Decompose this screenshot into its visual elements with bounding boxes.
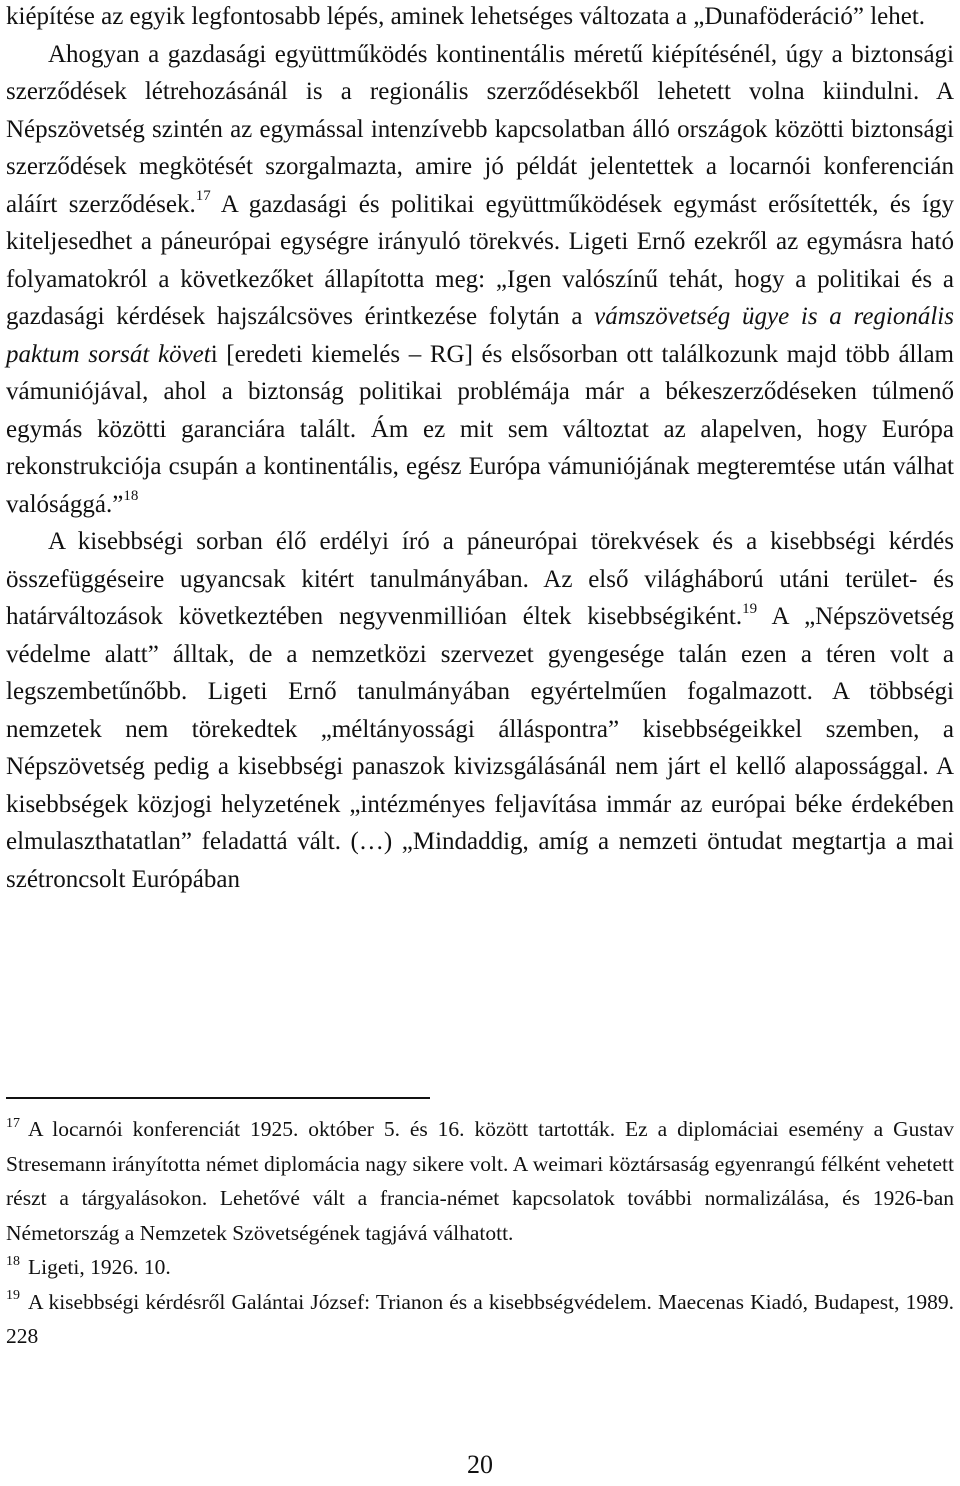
- footnote-18: [6, 1250, 954, 1285]
- footnote-19: [6, 1285, 954, 1354]
- footnotes: [6, 1112, 954, 1354]
- document-page: [6, 0, 954, 898]
- body-text: [6, 0, 954, 898]
- footnote-number: 19: [6, 1288, 20, 1304]
- page-number: 20: [467, 1450, 493, 1479]
- paragraph-2-text-b: A gazdasági és politikai együttműködések egymást erősítették, és így kiteljesedhet a páneurópai egységre irányuló törekvés. Ligeti Ernő ezekről az egymásra ható folyamatokról a következőket állapította meg: „Igen valószínű tehát, hogy a politikai és a gazdasági kérdések hajszálcsöves érintkezése folytán a: [6, 190, 954, 330]
- paragraph-1: [6, 0, 954, 36]
- paragraph-3-text-a: A kisebbségi sorban élő erdélyi író a páneurópai törekvések és a kisebbségi kérdés összefüggéseire ugyancsak kitért tanulmányában. Az első világháború utáni terület- és határváltozások következtében negyvenmillióan éltek kisebbségiként.: [6, 528, 954, 630]
- footnote-text: A kisebbségi kérdésről Galántai József: Trianon és a kisebbségvédelem. Maecenas Kiadó, Budapest, 1989. 228: [6, 1289, 954, 1348]
- footnote-number: 18: [6, 1253, 20, 1269]
- footnote-17: [6, 1112, 954, 1250]
- paragraph-3-text-b: A „Népszövetség védelme alatt” álltak, de a nemzetközi szervezet gyengesége talán ezen a téren volt a legszembetűnőbb. Ligeti Ernő tanulmányában egyértelműen fogalmazott. A többségi nemzetek nem törekedtek „méltányossági álláspontra” kisebbségeikkel szemben, a Népszövetség pedig a kisebbségi panaszok kivizsgálásánál nem járt el kellő alapossággal. A kisebbségek közjogi helyzetének „intézményes feljavítása immár az európai béke érdekében elmulaszthatatlan” feladattá vált. (…) „Mindaddig, amíg a nemzeti öntudat megtartja a mai szétroncsolt Európában: [6, 603, 955, 893]
- paragraph-1-text: kiépítése az egyik legfontosabb lépés, aminek lehetséges változata a „Dunaföderáció” lehet.: [6, 3, 926, 30]
- footnote-ref-19[interactable]: 19: [742, 600, 758, 617]
- paragraph-2-text-c: i [eredeti kiemelés – RG] és elsősorban ott találkozunk majd több állam vámuniójával, ahol a biztonság politikai problémája már a békeszerződéseken túlmenő egymás közötti garanciára talált. Ám ez mit sem változtat az alapelven, hogy Európa rekonstrukciója csupán a kontinentális, egész Európa vámuniójának megteremtése után válhat valósággá.”: [6, 340, 954, 518]
- footnote-number: 17: [6, 1115, 20, 1131]
- footnote-separator: [6, 1097, 430, 1099]
- footnote-text: Ligeti, 1926. 10.: [28, 1255, 171, 1279]
- paragraph-2-text-a: Ahogyan a gazdasági együttműködés kontinentális méretű kiépítésénél, úgy a biztonsági szerződések létrehozásánál is a regionális szerződésekből lehetett volna kiindulni. A Népszövetség szintén az egymással intenzívebb kapcsolatban álló országok közötti biztonsági szerződések megkötését szorgalmazta, amire jó példát jelentettek a locarnói konferencián aláírt szerződések.: [6, 40, 954, 218]
- footnote-ref-18[interactable]: 18: [123, 488, 139, 505]
- paragraph-2: [6, 36, 954, 524]
- paragraph-3: [6, 523, 954, 898]
- footnote-text: A locarnói konferenciát 1925. október 5. és 16. között tartották. Ez a diplomáciai esemény a Gustav Stresemann irányította német diplomácia nagy sikere volt. A weimari köztársaság egyenrangú félként vehetett részt a tárgyalásokon. Lehetővé vált a francia-német kapcsolatok további normalizálása, és 1926-ban Németország a Nemzetek Szövetségének tagjává válhatott.: [6, 1117, 954, 1245]
- footnote-ref-17[interactable]: 17: [195, 188, 211, 205]
- emphasized-quote: vámszövetség ügye is a regionális paktum sorsát követ: [6, 303, 954, 368]
